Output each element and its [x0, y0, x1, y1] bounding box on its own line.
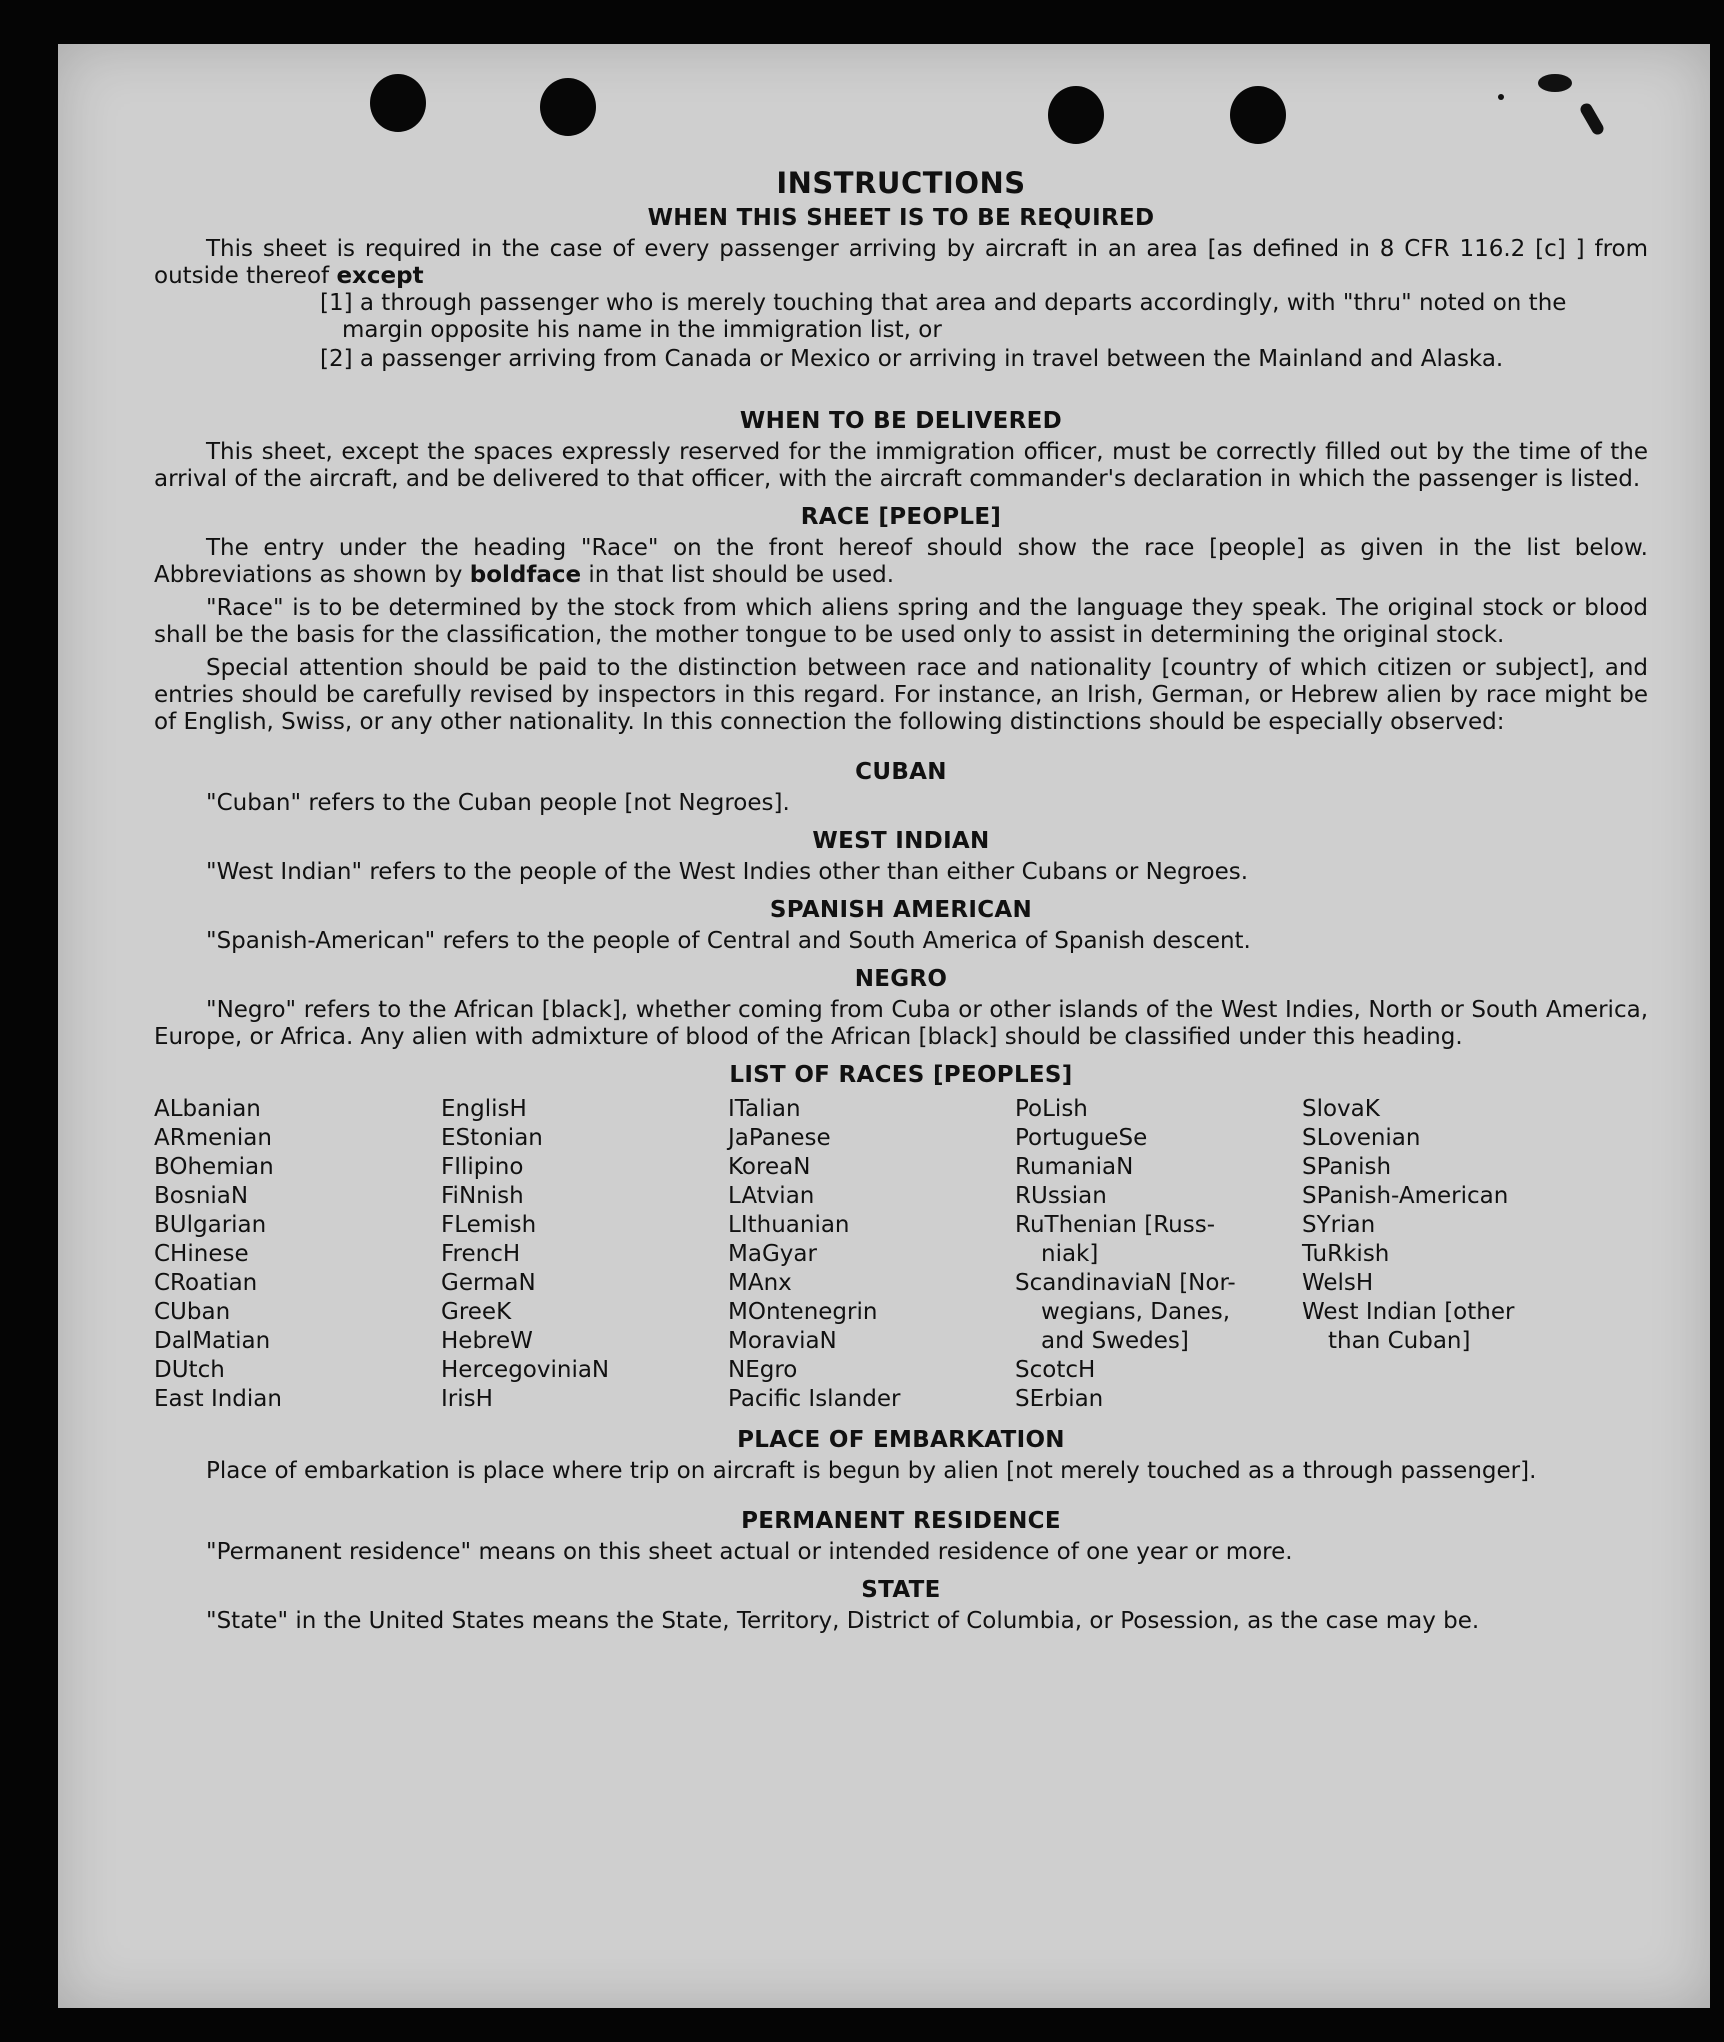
ink-speck	[1498, 94, 1504, 100]
race-entry: BosniaN	[154, 1183, 249, 1209]
race-column-4	[1015, 1095, 1302, 1414]
race-column-5	[1302, 1095, 1589, 1414]
heading-list-of-races: LIST OF RACES [PEOPLES]	[729, 1062, 1073, 1088]
race-entry: MAnx	[728, 1270, 792, 1296]
boldface-emphasis: boldface	[469, 562, 582, 588]
heading-when-delivered: WHEN TO BE DELIVERED	[739, 408, 1063, 434]
race-entry: FrencH	[441, 1241, 521, 1267]
heading-negro: NEGRO	[854, 966, 948, 992]
race-entry: EnglisH	[441, 1096, 527, 1122]
race-entry: HebreW	[441, 1328, 533, 1354]
race-paragraph-2: "Race" is to be determined by the stock from which aliens spring and the language they speak. The original stock or blood shall be the basis for the classification, the mother tongue to be used only to assist in determining the original stock.	[154, 595, 1648, 648]
race-entry: MaGyar	[728, 1241, 817, 1267]
ink-speck	[1538, 74, 1572, 92]
race-paragraph-3: Special attention should be paid to the distinction between race and nationality [country of which citizen or subject], and entries should be carefully revised by inspectors in this regard. For instance, an Irish, German, or Hebrew alien by race might be of English, Swiss, or any other nationality. In this connection the following distinctions should be especially observed:	[154, 655, 1648, 735]
race-entry: KoreaN	[728, 1154, 811, 1180]
ink-speck	[1578, 101, 1605, 136]
state-text: "State" in the United States means the State, Territory, District of Columbia, or Posession, as the case may be.	[206, 1608, 1480, 1634]
race-entry: East Indian	[154, 1386, 282, 1412]
race-entry: LIthuanian	[728, 1212, 850, 1238]
heading-permanent-residence: PERMANENT RESIDENCE	[741, 1508, 1061, 1534]
race-entry: DalMatian	[154, 1328, 271, 1354]
heading-cuban: CUBAN	[855, 759, 947, 785]
race-entry: RuThenian [Russ-	[1015, 1212, 1216, 1238]
race-entry: ScotcH	[1015, 1357, 1096, 1383]
exception-item-1: [1] a through passenger who is merely touching that area and departs accordingly, with "thru" noted on the margin opposite his name in the immigration list, or	[320, 290, 1567, 343]
exception-item-2: [2] a passenger arriving from Canada or Mexico or arriving in travel between the Mainland and Alaska.	[320, 346, 1504, 372]
race-entry-continuation: and Swedes]	[1041, 1328, 1189, 1354]
race-entry: WelsH	[1302, 1270, 1374, 1296]
heading-west-indian: WEST INDIAN	[812, 828, 990, 854]
race-entry: HercegoviniaN	[441, 1357, 610, 1383]
embarkation-text: Place of embarkation is place where trip on aircraft is begun by alien [not merely touched as a through passenger].	[206, 1458, 1537, 1484]
race-entry: CHinese	[154, 1241, 249, 1267]
punch-hole	[540, 78, 596, 136]
permanent-residence-text: "Permanent residence" means on this sheet actual or intended residence of one year or more.	[206, 1539, 1293, 1565]
cuban-text: "Cuban" refers to the Cuban people [not Negroes].	[206, 790, 790, 816]
race-entry: FLemish	[441, 1212, 537, 1238]
race-entry: CUban	[154, 1299, 231, 1325]
race-entry: IrisH	[441, 1386, 493, 1412]
race-column-2	[441, 1095, 728, 1414]
race-entry: GermaN	[441, 1270, 536, 1296]
race-entry-continuation: than Cuban]	[1328, 1328, 1471, 1354]
instructions-body	[154, 166, 1648, 1635]
heading-state: STATE	[861, 1577, 941, 1603]
race-entry: ScandinaviaN [Nor-	[1015, 1270, 1236, 1296]
race-entry: BOhemian	[154, 1154, 274, 1180]
heading-race: RACE [PEOPLE]	[800, 504, 1002, 530]
race-entry: EStonian	[441, 1125, 543, 1151]
negro-text: "Negro" refers to the African [black], whether coming from Cuba or other islands of the West Indies, North or South America, Europe, or Africa. Any alien with admixture of blood of the African [black] should be classified under this heading.	[154, 997, 1648, 1050]
except-emphasis: except	[336, 263, 424, 289]
race-entry: SLovenian	[1302, 1125, 1421, 1151]
punch-hole	[1048, 86, 1104, 144]
punch-hole	[370, 74, 426, 132]
race-entry: SErbian	[1015, 1386, 1104, 1412]
heading-spanish-american: SPANISH AMERICAN	[769, 897, 1033, 923]
race-entry: GreeK	[441, 1299, 512, 1325]
when-delivered-text: This sheet, except the spaces expressly reserved for the immigration officer, must be correctly filled out by the time of the arrival of the aircraft, and be delivered to that officer, with the aircraft commander's declaration in which the passenger is listed.	[154, 439, 1648, 492]
race-entry: ARmenian	[154, 1125, 272, 1151]
page-title: INSTRUCTIONS	[776, 166, 1026, 200]
race-entry: ITalian	[728, 1096, 801, 1122]
heading-when-required: WHEN THIS SHEET IS TO BE REQUIRED	[647, 205, 1155, 231]
race-paragraph-1: The entry under the heading "Race" on the front hereof should show the race [people] as given in the list below. Abbreviations as shown by boldface in that list should be used.	[154, 535, 1648, 588]
race-entry: TuRkish	[1302, 1241, 1390, 1267]
race-column-1	[154, 1095, 441, 1414]
race-entry: SPanish	[1302, 1154, 1392, 1180]
spanish-american-text: "Spanish-American" refers to the people of Central and South America of Spanish descent.	[206, 928, 1251, 954]
race-entry: RumaniaN	[1015, 1154, 1134, 1180]
race-entry: SYrian	[1302, 1212, 1376, 1238]
race-entry: CRoatian	[154, 1270, 258, 1296]
race-entry: Pacific Islander	[728, 1386, 901, 1412]
race-entry: West Indian [other	[1302, 1299, 1515, 1325]
when-required-intro: This sheet is required in the case of every passenger arriving by aircraft in an area [as defined in 8 CFR 116.2 [c] ] from outside thereof except	[154, 236, 1648, 289]
document-sheet	[58, 44, 1710, 2008]
race-entry: FIlipino	[441, 1154, 524, 1180]
race-entry: FiNnish	[441, 1183, 524, 1209]
race-entry: MoraviaN	[728, 1328, 837, 1354]
race-entry: ALbanian	[154, 1096, 261, 1122]
race-list	[154, 1095, 1648, 1414]
race-column-3	[728, 1095, 1015, 1414]
race-entry: DUtch	[154, 1357, 225, 1383]
race-entry: PortugueSe	[1015, 1125, 1148, 1151]
race-entry: PoLish	[1015, 1096, 1088, 1122]
race-entry: JaPanese	[728, 1125, 831, 1151]
race-entry: RUssian	[1015, 1183, 1107, 1209]
west-indian-text: "West Indian" refers to the people of the West Indies other than either Cubans or Negroes.	[206, 859, 1249, 885]
race-entry: LAtvian	[728, 1183, 815, 1209]
race-entry-continuation: niak]	[1041, 1241, 1099, 1267]
heading-embarkation: PLACE OF EMBARKATION	[737, 1427, 1065, 1453]
race-entry: SPanish-American	[1302, 1183, 1509, 1209]
race-entry: MOntenegrin	[728, 1299, 878, 1325]
race-entry: BUlgarian	[154, 1212, 267, 1238]
punch-hole	[1230, 86, 1286, 144]
race-entry: NEgro	[728, 1357, 798, 1383]
race-entry-continuation: wegians, Danes,	[1041, 1299, 1231, 1325]
race-entry: SlovaK	[1302, 1096, 1380, 1122]
